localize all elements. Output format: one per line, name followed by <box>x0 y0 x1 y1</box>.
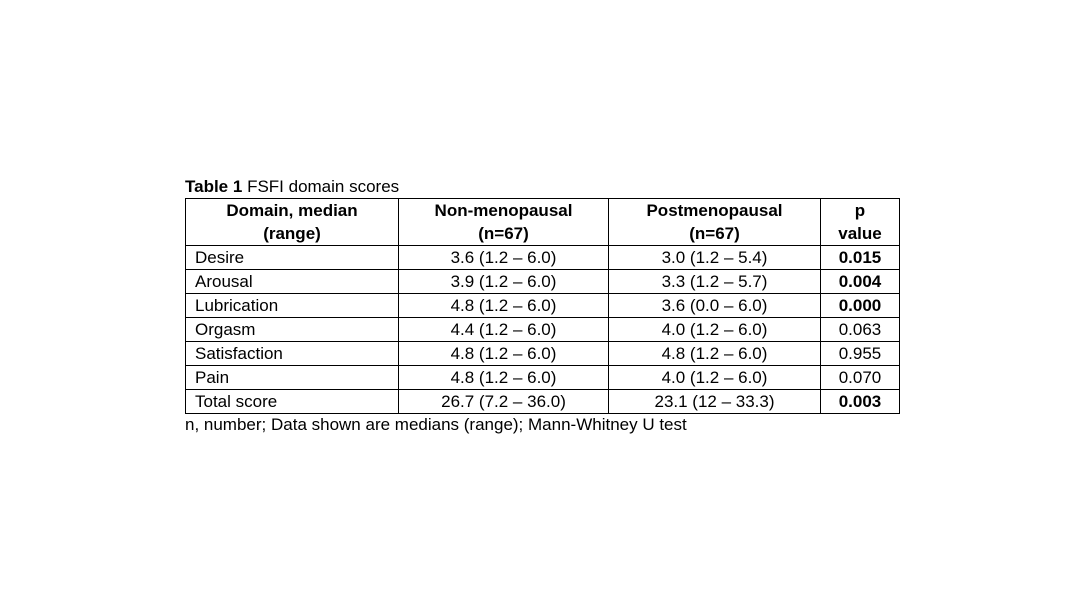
header-p-value-line1: p <box>854 201 866 220</box>
row-postmenopausal: 4.0 (1.2 – 6.0) <box>609 318 821 342</box>
fsfi-domain-table <box>185 198 900 414</box>
table-header-row <box>186 199 900 246</box>
row-p-value: 0.955 <box>821 342 900 366</box>
header-postmenopausal-line2: (n=67) <box>689 224 740 243</box>
row-domain: Satisfaction <box>186 342 399 366</box>
row-domain: Desire <box>186 246 399 270</box>
table-row <box>186 270 900 294</box>
row-p-value: 0.004 <box>821 270 900 294</box>
row-domain: Total score <box>186 390 399 414</box>
table-row <box>186 390 900 414</box>
row-postmenopausal: 4.8 (1.2 – 6.0) <box>609 342 821 366</box>
table-caption-label: Table 1 <box>185 177 243 196</box>
row-postmenopausal: 3.6 (0.0 – 6.0) <box>609 294 821 318</box>
row-non-menopausal: 26.7 (7.2 – 36.0) <box>399 390 609 414</box>
header-domain <box>186 199 399 246</box>
row-p-value: 0.003 <box>821 390 900 414</box>
row-p-value: 0.063 <box>821 318 900 342</box>
table-caption <box>185 177 905 198</box>
table-caption-text: FSFI domain scores <box>247 177 400 196</box>
row-non-menopausal: 4.8 (1.2 – 6.0) <box>399 366 609 390</box>
row-postmenopausal: 23.1 (12 – 33.3) <box>609 390 821 414</box>
row-postmenopausal: 3.3 (1.2 – 5.7) <box>609 270 821 294</box>
table-row <box>186 294 900 318</box>
row-postmenopausal: 3.0 (1.2 – 5.4) <box>609 246 821 270</box>
header-domain-line1: Domain, median <box>226 201 358 220</box>
row-domain: Arousal <box>186 270 399 294</box>
row-non-menopausal: 4.8 (1.2 – 6.0) <box>399 342 609 366</box>
row-p-value: 0.015 <box>821 246 900 270</box>
table-footnote: n, number; Data shown are medians (range); Mann-Whitney U test <box>185 415 687 434</box>
header-postmenopausal-line1: Postmenopausal <box>646 201 783 220</box>
table-row <box>186 246 900 270</box>
row-non-menopausal: 4.8 (1.2 – 6.0) <box>399 294 609 318</box>
fsfi-table-figure <box>185 177 905 436</box>
row-domain: Orgasm <box>186 318 399 342</box>
header-p-value <box>821 199 900 246</box>
row-domain: Lubrication <box>186 294 399 318</box>
row-p-value: 0.070 <box>821 366 900 390</box>
row-postmenopausal: 4.0 (1.2 – 6.0) <box>609 366 821 390</box>
row-non-menopausal: 4.4 (1.2 – 6.0) <box>399 318 609 342</box>
row-non-menopausal: 3.6 (1.2 – 6.0) <box>399 246 609 270</box>
header-non-menopausal-line1: Non-menopausal <box>434 201 573 220</box>
header-domain-line2: (range) <box>263 224 321 243</box>
header-non-menopausal <box>399 199 609 246</box>
row-p-value: 0.000 <box>821 294 900 318</box>
table-row <box>186 342 900 366</box>
row-non-menopausal: 3.9 (1.2 – 6.0) <box>399 270 609 294</box>
header-p-value-line2: value <box>838 224 882 243</box>
row-domain: Pain <box>186 366 399 390</box>
header-non-menopausal-line2: (n=67) <box>478 224 529 243</box>
table-row <box>186 318 900 342</box>
header-postmenopausal <box>609 199 821 246</box>
table-row <box>186 366 900 390</box>
